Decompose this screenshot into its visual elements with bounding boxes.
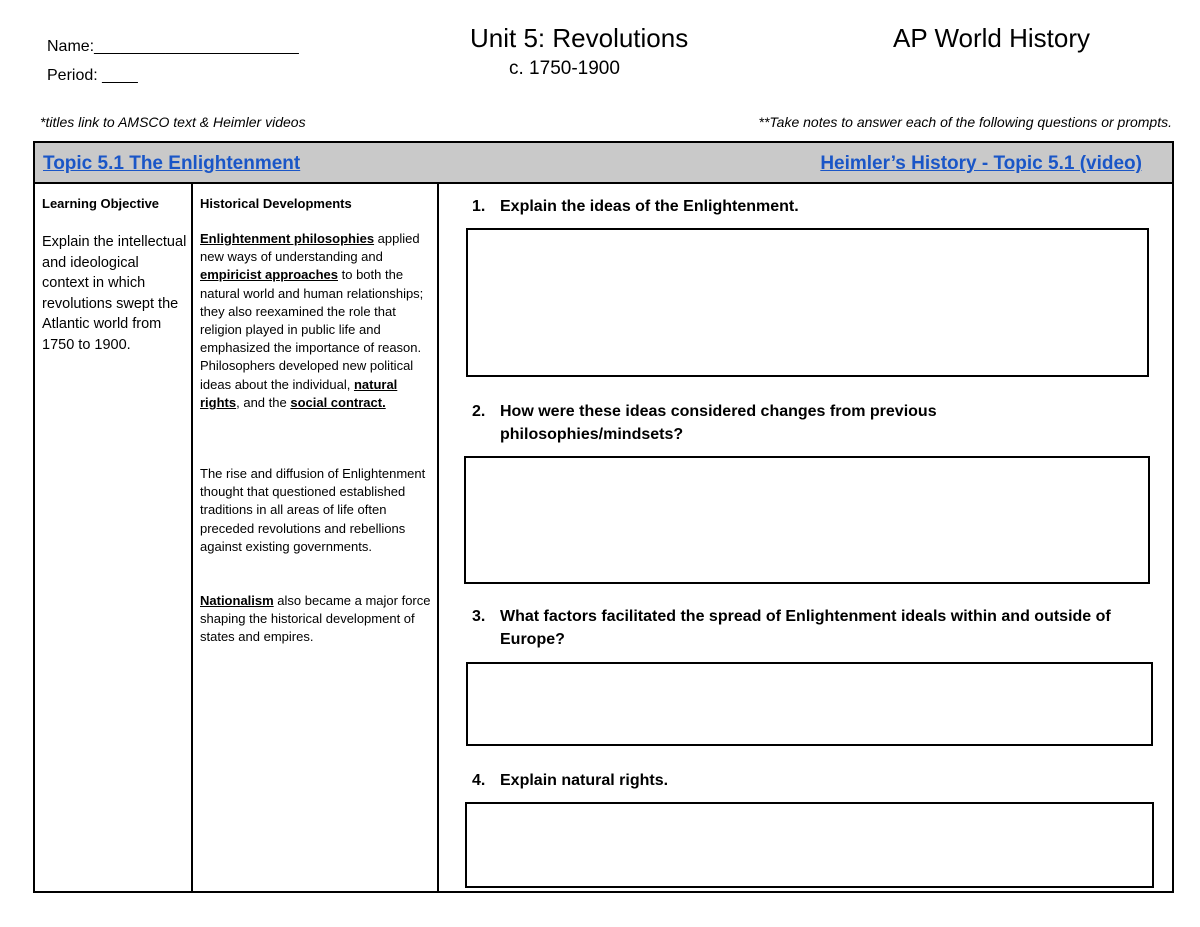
learning-objective-column <box>35 184 193 893</box>
answer-box-4[interactable] <box>465 802 1154 888</box>
key-term: social contract. <box>290 394 386 410</box>
question-1: 1. Explain the ideas of the Enlightenment. <box>472 198 799 215</box>
key-term: Nationalism <box>200 593 274 608</box>
question-2: 2. How were these ideas considered changes from previous philosophies/mindsets? <box>472 403 937 443</box>
topic-title-link[interactable]: Topic 5.1 The Enlightenment <box>43 153 301 174</box>
key-term: empiricist approaches <box>200 267 338 283</box>
development-paragraph-1: Enlightenment philosophies applied new ways of understanding and empiricist approaches to both the natural world and human relationships; they also reexamined the role that religion played in public life and emphasized the importance of reason. Philosophers developed new political ideas about the individual, natural rights, and the social contract. <box>200 231 424 410</box>
historical-developments-heading: Historical Developments <box>200 196 352 211</box>
links-note: *titles link to AMSCO text & Heimler videos <box>40 114 306 130</box>
unit-title: Unit 5: Revolutions <box>470 23 689 53</box>
video-link[interactable]: Heimler’s History - Topic 5.1 (video) <box>820 153 1142 174</box>
name-field[interactable]: Name:_______________________ <box>47 38 299 55</box>
answer-box-3[interactable] <box>466 662 1153 746</box>
answer-box-1[interactable] <box>466 228 1149 377</box>
question-3: 3. What factors facilitated the spread of Enlightenment ideals within and outside of Europe? <box>472 608 1111 648</box>
historical-developments-column <box>193 184 439 893</box>
key-term: natural rights <box>200 376 398 410</box>
answer-box-2[interactable] <box>464 456 1150 584</box>
period-field[interactable]: Period: ____ <box>47 67 138 84</box>
development-paragraph-2: The rise and diffusion of Enlightenment thought that questioned established traditions in all areas of life often preceded revolutions and rebellions against existing governments. <box>200 466 426 554</box>
topic-table <box>33 141 1174 893</box>
question-4: 4. Explain natural rights. <box>472 772 669 789</box>
development-paragraph-3: Nationalism also became a major force shaping the historical development of states and empires. <box>200 593 431 645</box>
learning-objective-heading: Learning Objective <box>42 196 160 211</box>
student-info <box>47 32 299 90</box>
questions-column <box>439 184 1172 893</box>
topic-header-bar <box>35 143 1172 184</box>
notes-instruction: **Take notes to answer each of the following questions or prompts. <box>758 114 1172 130</box>
learning-objective-text: Explain the intellectual and ideological context in which revolutions swept the Atlantic world from 1750 to 1900. <box>42 234 187 353</box>
key-term: Enlightenment philosophies <box>200 231 375 246</box>
date-range: c. 1750-1900 <box>509 58 620 79</box>
course-title: AP World History <box>893 23 1090 53</box>
